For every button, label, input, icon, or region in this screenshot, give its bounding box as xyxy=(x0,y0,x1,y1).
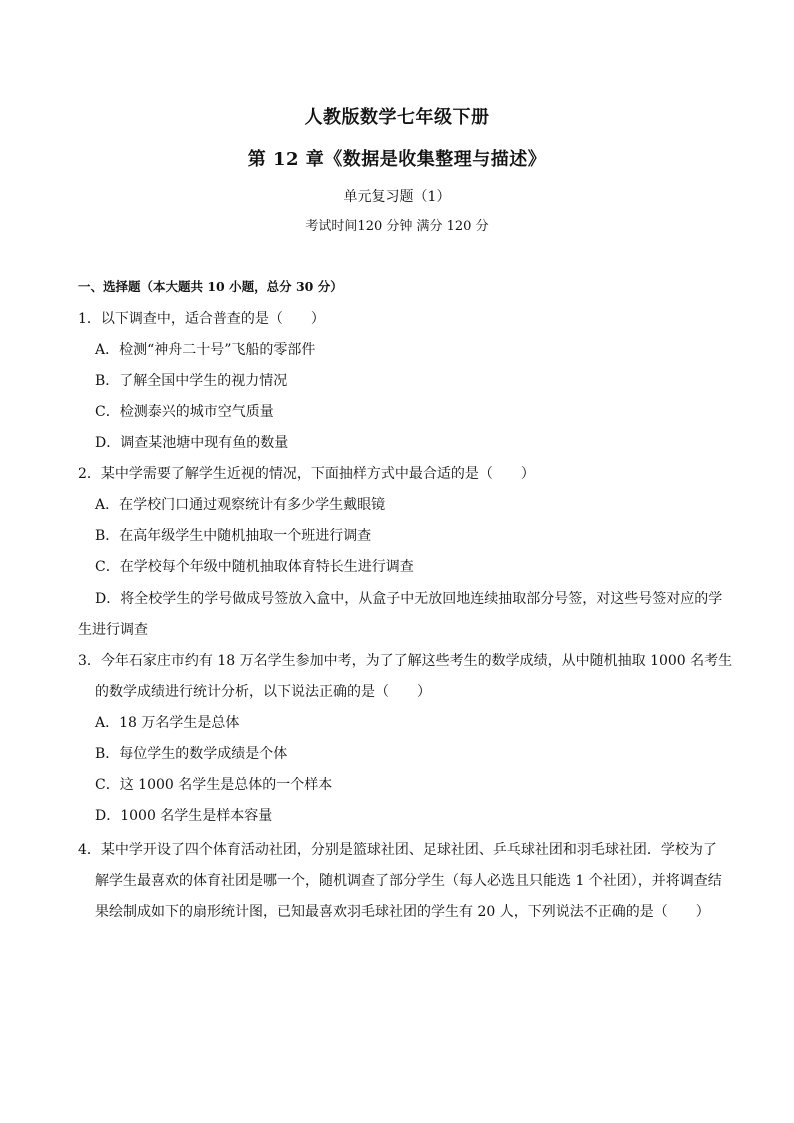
question-1-option-b: B．了解全国中学生的视力情况 xyxy=(95,373,288,389)
chapter-title: 第 12 章《数据是收集整理与描述》 xyxy=(247,149,547,170)
question-3-stem-line-2: 的数学成绩进行统计分析，以下说法正确的是（ ） xyxy=(95,684,431,700)
question-3-option-a: A．18 万名学生是总体 xyxy=(95,715,240,731)
question-2-option-c: C．在学校每个年级中随机抽取体育特长生进行调查 xyxy=(95,559,414,575)
question-2-stem: 2．某中学需要了解学生近视的情况，下面抽样方式中最合适的是（ ） xyxy=(78,466,535,482)
question-3-option-d: D．1000 名学生是样本容量 xyxy=(95,808,273,824)
question-1-option-c: C．检测泰兴的城市空气质量 xyxy=(95,404,274,420)
question-2-option-d-continued: 生进行调查 xyxy=(78,622,148,638)
question-2-option-d: D．将全校学生的学号做成号签放入盒中，从盒子中无放回地连续抽取部分号签，对这些号签对应的学 xyxy=(95,591,723,607)
question-1-stem: 1．以下调查中，适合普查的是（ ） xyxy=(78,311,325,327)
question-4-stem-line-3: 果绘制成如下的扇形统计图，已知最喜欢羽毛球社团的学生有 20 人，下列说法不正确的是（ ） xyxy=(95,904,710,920)
document-title: 人教版数学七年级下册 xyxy=(304,107,490,128)
question-3-option-c: C．这 1000 名学生是总体的一个样本 xyxy=(95,777,333,793)
document-subtitle: 单元复习题（1） xyxy=(343,189,451,205)
section-heading: 一、选择题（本大题共 10 小题，总分 30 分） xyxy=(78,279,343,294)
question-2-option-b: B．在高年级学生中随机抽取一个班进行调查 xyxy=(95,528,372,544)
question-2-option-a: A．在学校门口通过观察统计有多少学生戴眼镜 xyxy=(95,497,386,513)
exam-info: 考试时间120 分钟 满分 120 分 xyxy=(305,219,489,234)
question-4-stem-line-2: 解学生最喜欢的体育社团是哪一个，随机调查了部分学生（每人必选且只能选 1 个社团），并将调查结 xyxy=(95,873,722,889)
question-3-stem-line-1: 3．今年石家庄市约有 18 万名学生参加中考，为了了解这些考生的数学成绩，从中随机抽取 1000 名考生 xyxy=(78,653,733,669)
question-4-stem-line-1: 4．某中学开设了四个体育活动社团，分别是篮球社团、足球社团、乒乓球社团和羽毛球社团．学校为了 xyxy=(78,842,717,858)
question-1-option-a: A．检测“神舟二十号”飞船的零部件 xyxy=(95,342,316,358)
question-3-option-b: B．每位学生的数学成绩是个体 xyxy=(95,746,288,762)
question-1-option-d: D．调查某池塘中现有鱼的数量 xyxy=(95,435,289,451)
